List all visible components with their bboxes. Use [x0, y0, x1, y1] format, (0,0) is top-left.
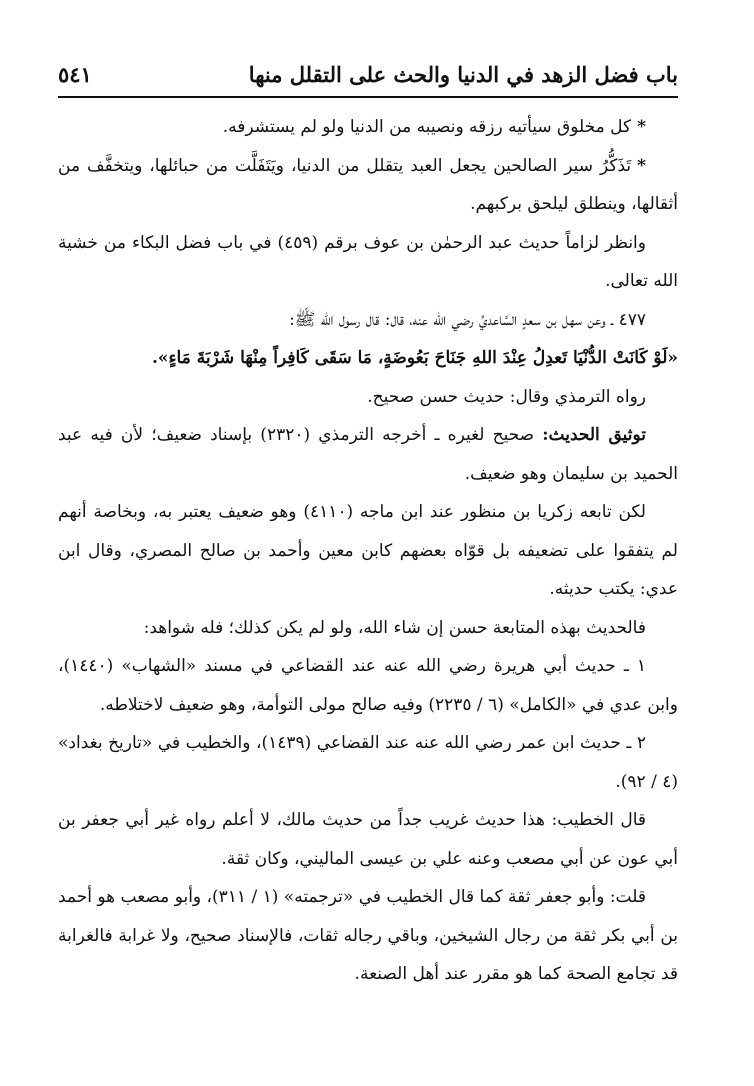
verification-label: توثيق الحديث: — [542, 425, 646, 445]
hadith-text: «لَوْ كَانَتْ الدُّنْيَا تَعدِلُ عِنْدَ اللهِ جَنَاحَ بَعُوضَةٍ، مَا سَقَى كَافِراً مِنْهَا شَرْبَةَ مَاءٍ». — [151, 348, 678, 368]
page-number: ٥٤١ — [58, 62, 92, 87]
hadith-verification: توثيق الحديث: صحيح لغيره ـ أخرجه الترمذي (٢٣٢٠) بإسناد ضعيف؛ لأن فيه عبد الحميد بن سليمان وهو ضعيف. — [58, 425, 678, 484]
running-header — [58, 58, 678, 98]
commentary-paragraph: قال الخطيب: هذا حديث غريب جداً من حديث مالك، لا أعلم رواه غير أبي جعفر بن أبي عون عن أبي مصعب وعنه علي بن عيسى الماليني، وكان ثقة. — [58, 810, 678, 869]
commentary-paragraph: فالحديث بهذه المتابعة حسن إن شاء الله، ولو لم يكن كذلك؛ فله شواهد: — [143, 617, 646, 638]
bullet-marker: * — [637, 155, 646, 176]
commentary-paragraph: لكن تابعه زكريا بن منظور عند ابن ماجه (٤١١٠) وهو ضعيف يعتبر به، وبخاصة أنهم لم يتفقوا على تضعيفه بل قوّاه بعضهم كابن معين وأحمد بن صالح المصري، وقال ابن عدي: يكتب حديثه. — [58, 502, 678, 599]
cross-reference: وانظر لزاماً حديث عبد الرحمٰن بن عوف برقم (٤٥٩) في باب فضل البكاء من خشية الله تعالى. — [58, 232, 678, 291]
supporting-narration: ١ ـ حديث أبي هريرة رضي الله عنه عند القضاعي في مسند «الشهاب» (١٤٤٠)، وابن عدي في «الكامل» (٦ / ٢٢٣٥) وفيه صالح مولى التوأمة، وهو ضعيف لاختلاطه. — [58, 656, 678, 715]
chapter-title: باب فضل الزهد في الدنيا والحث على التقلل منها — [248, 62, 678, 87]
hadith-source: رواه الترمذي وقال: حديث حسن صحيح. — [367, 386, 646, 407]
book-page — [58, 58, 678, 994]
supporting-narration: ٢ ـ حديث ابن عمر رضي الله عنه عند القضاعي (١٤٣٩)، والخطيب في «تاريخ بغداد» (٤ / ٩٢). — [58, 733, 678, 792]
hadith-chain: ٤٧٧ ـ وعن سهل بن سعدٍ السَّاعديِّ رضي الله عنه، قال: قال رسول الله ﷺ: — [289, 309, 646, 330]
commentary-paragraph: قلت: وأبو جعفر ثقة كما قال الخطيب في «ترجمته» (١ / ٣١١)، وأبو مصعب هو أحمد بن أبي بكر ثقة من رجال الشيخين، وباقي رجاله ثقات، فالإسناد صحيح، ولا غرابة فالغرابة قد تجامع الصحة كما هو مقرر عند أهل الصنعة. — [58, 887, 678, 984]
benefit-item: *تَذَكُّرُ سير الصالحين يجعل العبد يتقلل من الدنيا، ويَتَفَلَّت من حبائلها، ويتخفَّف من أثقالها، وينطلق ليلحق بركبهم. — [58, 155, 678, 214]
page-body — [58, 108, 678, 994]
bullet-marker: * — [637, 117, 646, 137]
benefit-item: *كل مخلوق سيأتيه رزقه ونصيبه من الدنيا ولو لم يستشرفه. — [222, 117, 646, 137]
